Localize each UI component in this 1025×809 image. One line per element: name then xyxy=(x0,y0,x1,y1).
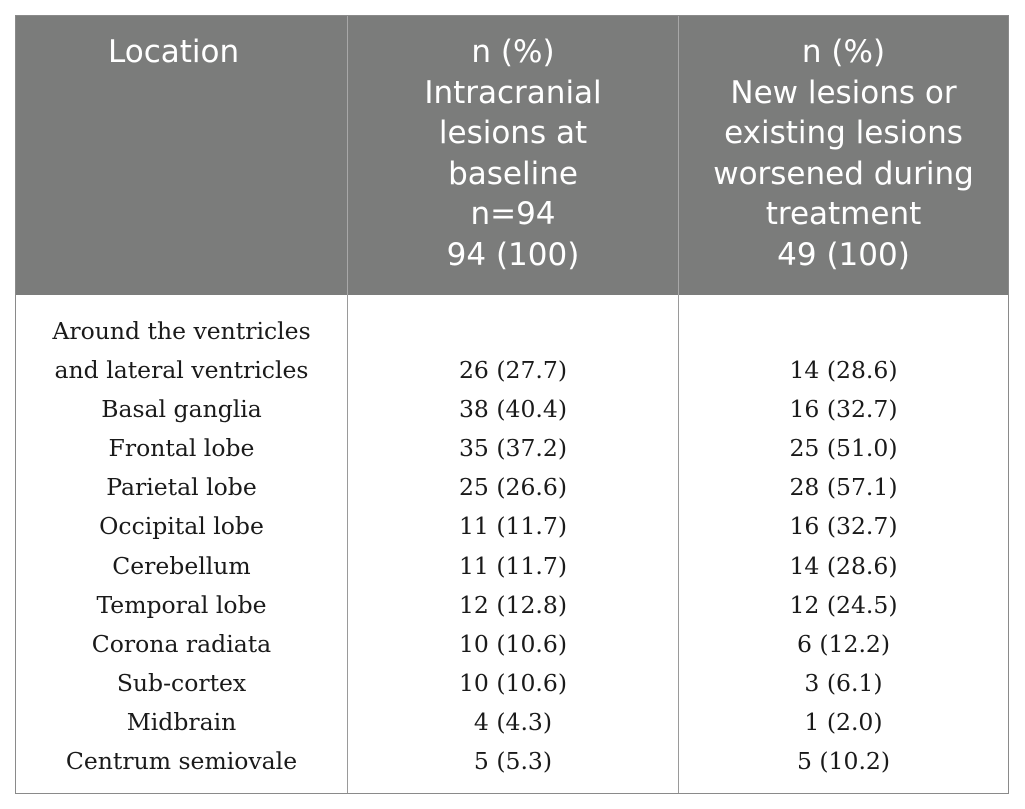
header-line: n=94 xyxy=(470,196,556,232)
table-cell-baseline: 12 (12.8) xyxy=(458,590,568,619)
table-cell-new-or-worsened: 12 (24.5) xyxy=(789,590,898,619)
header-new-or-worsened xyxy=(679,16,1008,295)
table-cell-new-or-worsened: 28 (57.1) xyxy=(789,473,898,502)
table-cell-location: Occipital lobe xyxy=(99,512,264,541)
table-cell-location: Cerebellum xyxy=(112,551,251,580)
header-line: New lesions or xyxy=(730,74,957,111)
table-cell-location: Around the ventricles xyxy=(52,317,311,345)
header-line: existing lesions xyxy=(724,115,963,151)
header-line: 94 (100) xyxy=(446,236,580,273)
table-cell-baseline: 26 (27.7) xyxy=(458,356,568,385)
table-header xyxy=(16,16,1008,295)
table-cell-baseline: 11 (11.7) xyxy=(458,551,568,580)
header-line: worsened during xyxy=(713,155,974,192)
header-baseline xyxy=(348,16,679,295)
table-cell-location: and lateral ventricles xyxy=(54,356,309,385)
header-line: baseline xyxy=(448,155,578,192)
table-cell-location: Frontal lobe xyxy=(108,434,255,463)
table-cell-baseline: 35 (37.2) xyxy=(458,434,568,463)
header-location xyxy=(16,16,348,295)
header-line: 49 (100) xyxy=(777,236,910,273)
table-cell-new-or-worsened: 16 (32.7) xyxy=(789,395,898,424)
table-cell-baseline: 10 (10.6) xyxy=(458,668,568,697)
table-body xyxy=(16,295,1008,793)
table-cell-new-or-worsened: 6 (12.2) xyxy=(796,629,891,658)
table-cell-location: Basal ganglia xyxy=(101,395,262,424)
new-or-worsened-column xyxy=(679,295,1008,793)
table-cell-baseline: 5 (5.3) xyxy=(473,747,553,776)
table-cell-new-or-worsened: 25 (51.0) xyxy=(789,434,898,463)
table-cell-location: Centrum semiovale xyxy=(65,747,298,776)
table-cell-location: Parietal lobe xyxy=(106,473,257,502)
table-cell-spacer xyxy=(348,312,678,351)
table-cell-baseline: 25 (26.6) xyxy=(458,473,568,502)
table-cell-spacer xyxy=(679,312,1008,351)
header-line: treatment xyxy=(765,196,922,232)
table-cell-baseline: 10 (10.6) xyxy=(458,629,568,658)
baseline-column xyxy=(348,295,679,793)
table-cell-location: Temporal lobe xyxy=(96,590,267,619)
lesion-location-table xyxy=(15,15,1009,794)
table-cell-new-or-worsened: 3 (6.1) xyxy=(804,668,883,697)
table-cell-baseline: 38 (40.4) xyxy=(458,395,568,424)
header-line: Intracranial xyxy=(424,74,602,111)
header-line: lesions at xyxy=(438,115,588,151)
table-cell-baseline: 11 (11.7) xyxy=(458,512,568,541)
location-column xyxy=(16,295,348,793)
table-cell-new-or-worsened: 14 (28.6) xyxy=(789,356,898,385)
table-cell-new-or-worsened: 5 (10.2) xyxy=(796,747,891,776)
header-line: Location xyxy=(108,34,240,70)
header-line: n (%) xyxy=(801,34,886,70)
table-cell-new-or-worsened: 14 (28.6) xyxy=(789,551,898,580)
table-cell-new-or-worsened: 16 (32.7) xyxy=(789,512,898,541)
table-cell-new-or-worsened: 1 (2.0) xyxy=(804,707,883,736)
header-line: n (%) xyxy=(471,34,555,70)
table-cell-location: Sub-cortex xyxy=(116,668,247,697)
table-cell-baseline: 4 (4.3) xyxy=(473,707,553,736)
table-cell-location: Midbrain xyxy=(126,707,237,736)
table-cell-location: Corona radiata xyxy=(91,629,272,658)
